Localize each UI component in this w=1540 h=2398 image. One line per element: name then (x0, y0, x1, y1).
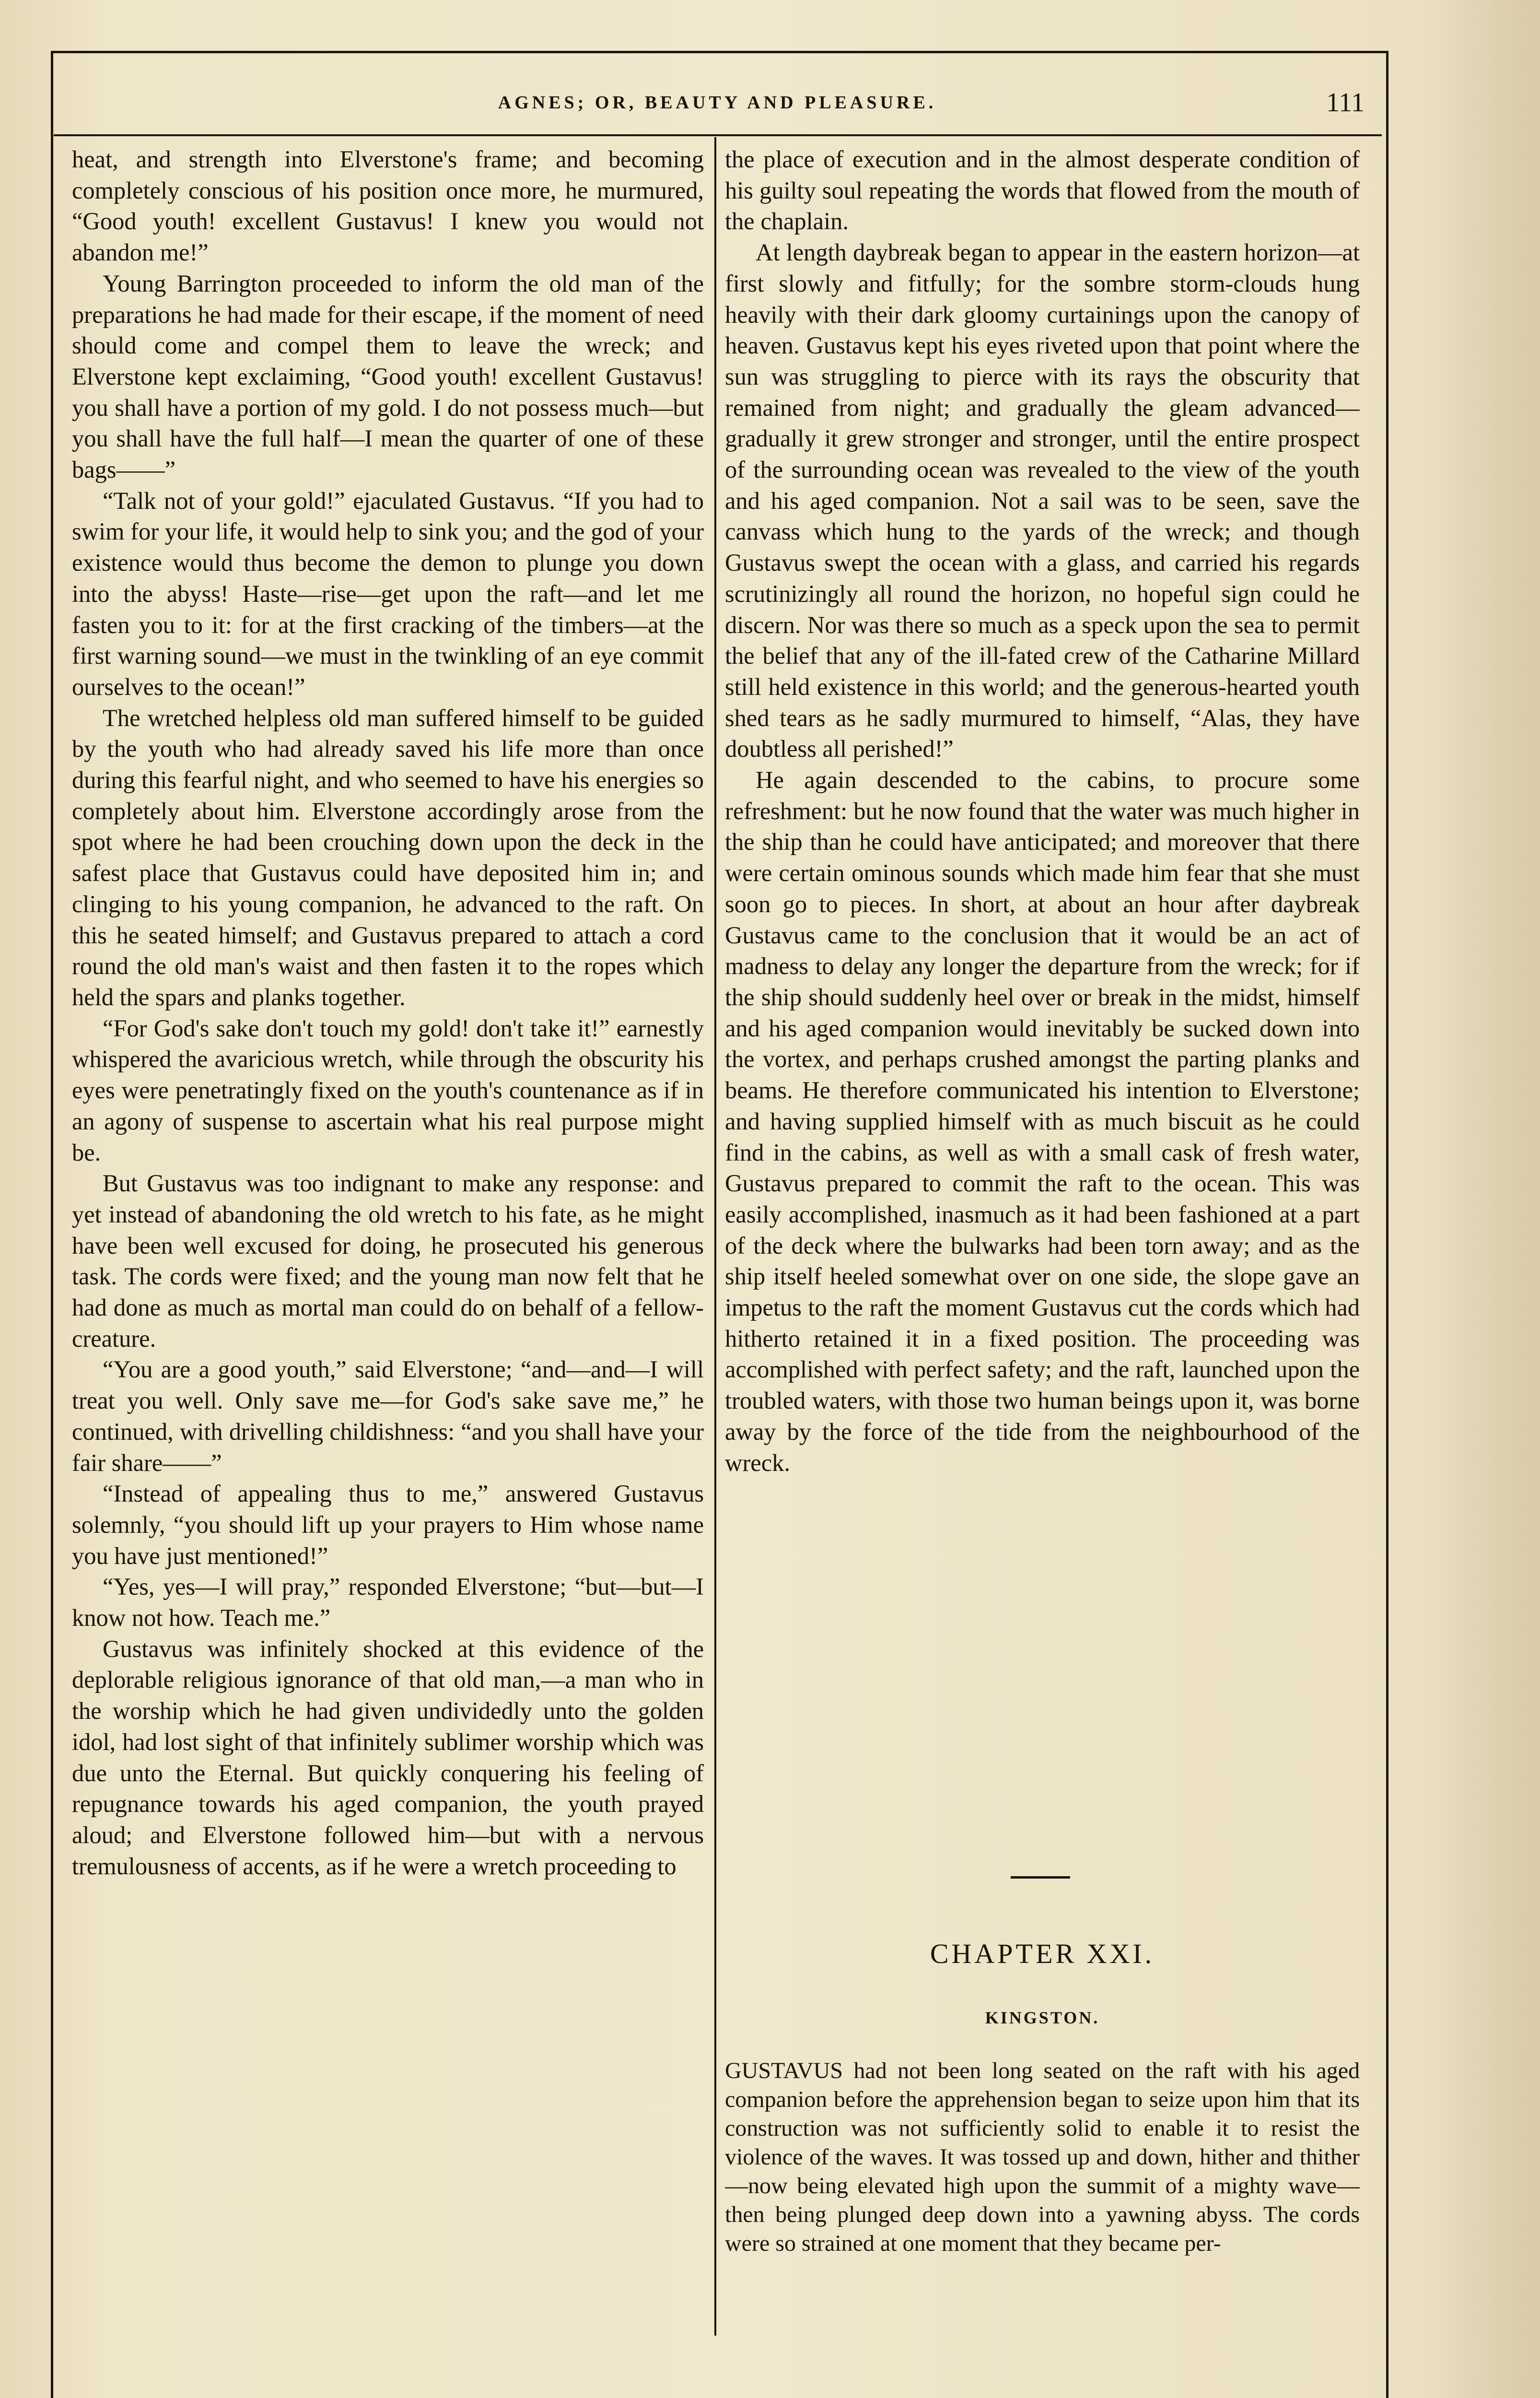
paragraph: heat, and strength into Elverstone's frame; and becoming completely conscious of his position once more, he murmured, “Good youth! excellent Gustavus! I knew you would not abandon me!” (72, 146, 704, 266)
paragraph: Young Barrington proceeded to inform the old man of the preparations he had made for their escape, if the moment of need should come and compel them to leave the wreck; and Elverstone kept exclaiming, “Good youth! excellent Gustavus! you shall have a portion of my gold. I do not possess much—but you shall have the full half—I mean the quarter of one of these bags——” (72, 270, 704, 483)
left-column (72, 144, 704, 2321)
header-rule (54, 134, 1382, 136)
paragraph: At length daybreak began to appear in the eastern horizon—at first slowly and fitfully; for the sombre storm-clouds hung heavily with their dark gloomy curtainings upon the canopy of heaven. Gustavus kept his eyes riveted upon that point where the sun was struggling to pierce with its rays the obscurity that remained from night; and gradually the gleam advanced—gradually it grew stronger and stronger, until the entire prospect of the surrounding ocean was revealed to the view of the youth and his aged companion. Not a sail was to be seen, save the canvass which hung to the yards of the wreck; and though Gustavus swept the ocean with a glass, and carried his regards scrutinizingly all round the horizon, no hopeful sign could he discern. Nor was there so much as a speck upon the sea to permit the belief that any of the ill-fated crew of the Catharine Millard still held existence in this world; and the generous-hearted youth shed tears as he sadly murmured to himself, “Alas, they have doubtless all perished!” (725, 239, 1360, 763)
page-edge-shadow (1419, 0, 1540, 2398)
paragraph: But Gustavus was too indignant to make any response: and yet instead of abandoning the old wretch to his fate, as he might have been well excused for doing, he prosecuted his generous task. The cords were fixed; and the young man now felt that he had done as much as mortal man could do on behalf of a fellow-creature. (72, 1170, 704, 1352)
paragraph: the place of execution and in the almost desperate condition of his guilty soul repeating the words that flowed from the mouth of the chaplain. (725, 146, 1360, 235)
paragraph: He again descended to the cabins, to procure some refreshment: but he now found that the water was much higher in the ship than he could have anticipated; and moreover that there were certain ominous sounds which made him fear that she must soon go to pieces. In short, at about an hour after daybreak Gustavus came to the conclusion that it would be an act of madness to delay any longer the departure from the wreck; for if the ship should suddenly heel over or break in the midst, himself and his aged companion would inevitably be sucked down into the vortex, and perhaps crushed amongst the parting planks and beams. He therefore communicated his intention to Elverstone; and having supplied himself with as much biscuit as he could find in the cabins, as well as with a small cask of fresh water, Gustavus prepared to commit the raft to the ocean. This was easily accomplished, inasmuch as it had been fashioned at a part of the deck where the bulwarks had been torn away; and as the ship itself heeled somewhat over on one side, the slope gave an impetus to the raft the moment Gustavus cut the cords which had hitherto retained it in a fixed position. The proceeding was accomplished with perfect safety; and the raft, launched upon the troubled waters, with those two human beings upon it, was borne away by the force of the tide from the neighbourhood of the wreck. (725, 766, 1360, 1476)
chapter-first-paragraph: GUSTAVUS had not been long seated on the raft with his aged companion before the apprehension began to seize upon him that its construction was not sufficiently solid to enable it to resist the violence of the waves. It was tossed up and down, hither and thither—now being elevated high upon the summit of a mighty wave—then being plunged deep down into a yawning abyss. The cords were so strained at one moment that they became per- (725, 2058, 1360, 2256)
paragraph: “For God's sake don't touch my gold! don't take it!” earnestly whispered the avaricious wretch, while through the obscurity his eyes were penetratingly fixed on the youth's countenance as if in an agony of suspense to ascertain what his real purpose might be. (72, 1014, 704, 1166)
paragraph: “Yes, yes—I will pray,” responded Elverstone; “but—but—I know not how. Teach me.” (72, 1573, 704, 1632)
chapter-body (725, 2057, 1360, 2325)
column-divider (714, 137, 716, 2336)
chapter-subtitle: KINGSTON. (985, 2008, 1100, 2027)
paragraph: “Talk not of your gold!” ejaculated Gustavus. “If you had to swim for your life, it would help to sink you; and the god of your existence would thus become the demon to plunge you down into the abyss! Haste—rise—get upon the raft—and let me fasten you to it: for at the first cracking of the timbers—at the first warning sound—we must in the twinkling of an eye commit ourselves to the ocean!” (72, 487, 704, 700)
paragraph: The wretched helpless old man suffered himself to be guided by the youth who had already saved his life more than once during this fearful night, and who seemed to have his energies so completely about him. Elverstone accordingly arose from the spot where he had been crouching down upon the deck in the safest place that Gustavus could have deposited him in; and clinging to his young companion, he advanced to the raft. On this he seated himself; and Gustavus prepared to attach a cord round the old man's waist and then fasten it to the ropes which held the spars and planks together. (72, 704, 704, 1011)
page-number: 111 (1326, 88, 1365, 118)
running-header (54, 84, 1381, 123)
chapter-heading: CHAPTER XXI. (930, 1938, 1155, 1969)
running-title: AGNES; OR, BEAUTY AND PLEASURE. (498, 93, 937, 113)
paragraph: Gustavus was infinitely shocked at this evidence of the deplorable religious ignorance of that old man,—a man who in the worship which he had given undividedly unto the golden idol, had lost sight of that infinitely sublimer worship which was due unto the Eternal. But quickly conquering his feeling of repugnance towards his aged companion, the youth prayed aloud; and Elverstone followed him—but with a nervous tremulousness of accents, as if he were a wretch proceeding to (72, 1635, 704, 1880)
paragraph: “You are a good youth,” said Elverstone; “and—and—I will treat you well. Only save me—for God's sake save me,” he continued, with drivelling childishness: “and you shall have your fair share——” (72, 1356, 704, 1476)
paragraph: “Instead of appealing thus to me,” answered Gustavus solemnly, “you should lift up your prayers to Him whose name you have just mentioned!” (72, 1480, 704, 1569)
right-column (725, 144, 1360, 1832)
section-break-rule (1011, 1876, 1070, 1879)
